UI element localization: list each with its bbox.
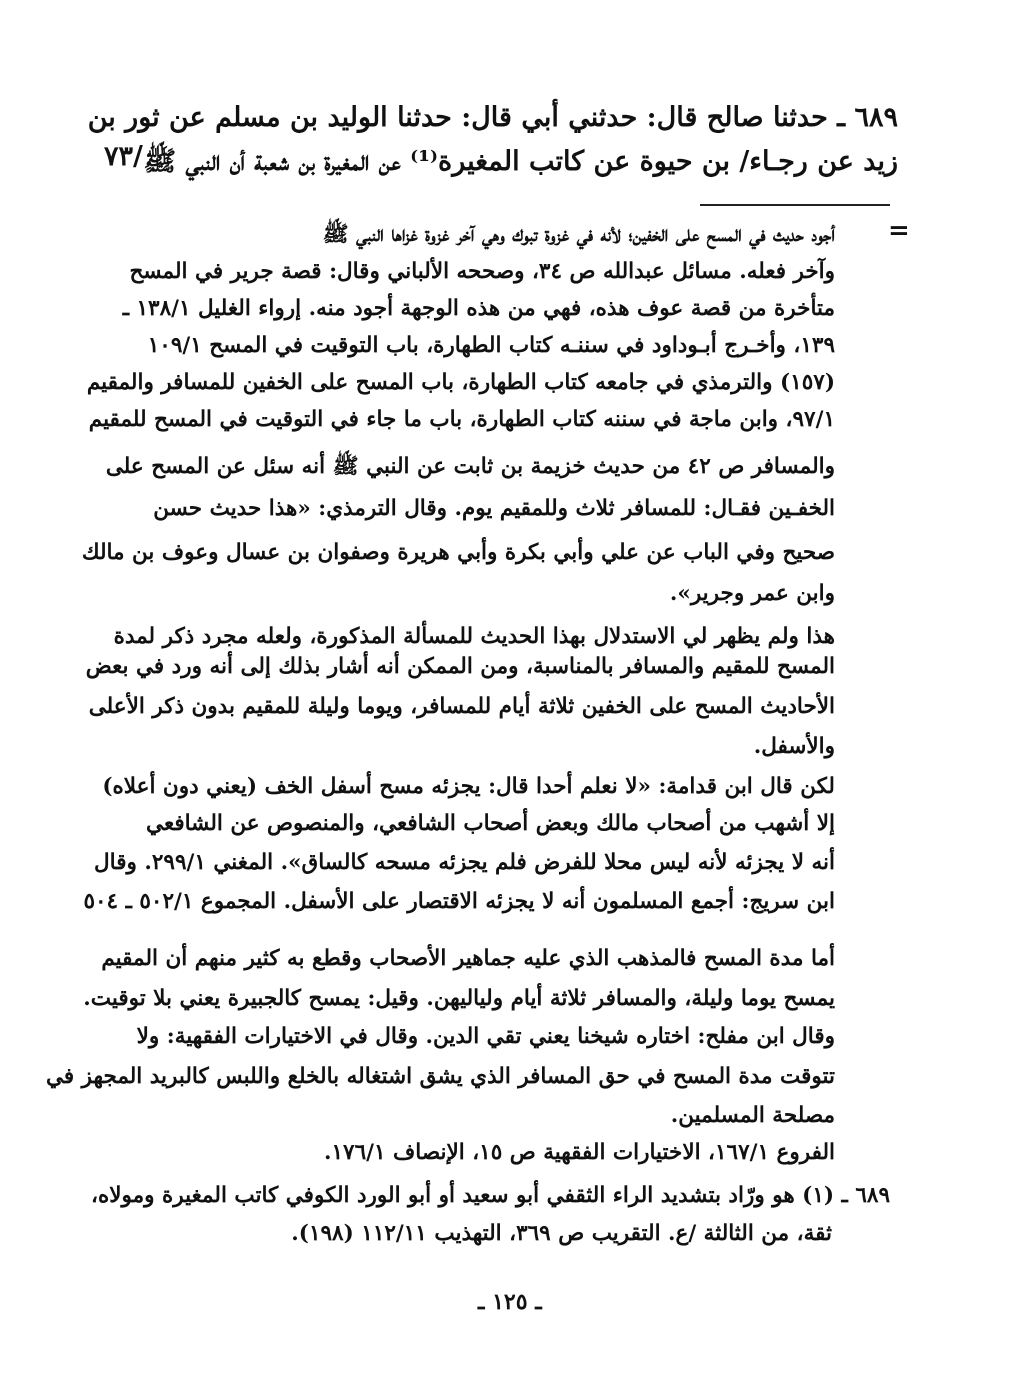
note-line-2: وآخر فعله. مسائل عبدالله ص ٣٤، وصححه الألباني وقال: قصة جرير في المسح <box>129 259 835 284</box>
note-line-9: صحيح وفي الباب عن علي وأبي بكرة وأبي هريرة وصفوان بن عسال وعوف بن مالك <box>81 540 835 565</box>
note-line-4: ١٣٩، وأخـرج أبـوداود في سننـه كتاب الطهارة، باب التوقيت في المسح ١٠٩/١ <box>147 333 835 358</box>
note-line-6: ٩٧/١، وابن ماجة في سننه كتاب الطهارة، باب ما جاء في التوقيت في المسح للمقيم <box>88 407 835 432</box>
main-text-line-1: ٦٨٩ ـ حدثنا صالح قال: حدثني أبي قال: حدثنا الوليد بن مسلم عن ثور بن <box>87 102 898 133</box>
note-line-7: والمسافر ص ٤٢ من حديث خزيمة بن ثابت عن النبي ﷺ أنه سئل عن المسح على <box>105 454 835 479</box>
note-line-20: يمسح يوما وليلة، والمسافر ثلاثة أيام ولياليهن. وقيل: يمسح كالجبيرة يعني بلا توقيت. <box>83 986 835 1011</box>
note-line-13: الأحاديث المسح على الخفين ثلاثة أيام للمسافر، ويوما وليلة للمقيم بدون ذكر الأعلى <box>88 694 835 719</box>
footnote-689-line-1: ٦٨٩ ـ (١) هو ورّاد بتشديد الراء الثقفي أبو سعيد أو أبو الورد الكوفي كاتب المغيرة ومولاه، <box>91 1183 890 1208</box>
note-line-23: مصلحة المسلمين. <box>670 1103 835 1128</box>
note-line-18: ابن سريج: أجمع المسلمون أنه لا يجزئه الاقتصار على الأسفل. المجموع ٥٠٢/١ ـ ٥٠٤ <box>83 889 835 914</box>
note-line-3: متأخرة من قصة عوف هذه، فهي من هذه الوجهة أجود منه. إرواء الغليل ١٣٨/١ ـ <box>122 296 835 321</box>
footnote-separator <box>700 204 890 206</box>
note-line-16: إلا أشهب من أصحاب مالك وبعض أصحاب الشافعي، والمنصوص عن الشافعي <box>146 811 835 836</box>
note-line-19: أما مدة المسح فالمذهب الذي عليه جماهير الأصحاب وقطع به كثير منهم أن المقيم <box>101 946 835 971</box>
footnote-689-line-2: ثقة، من الثالثة /ع. التقريب ص ٣٦٩، التهذيب ١١٢/١١ (١٩٨). <box>291 1221 832 1246</box>
note-line-15: لكن قال ابن قدامة: «لا نعلم أحدا قال: يجزئه مسح أسفل الخف (يعني دون أعلاه) <box>102 774 835 799</box>
note-line-10: وابن عمر وجرير». <box>669 581 835 606</box>
note-line-8: الخفـين فقـال: للمسافر ثلاث وللمقيم يوم. وقال الترمذي: «هذا حديث حسن <box>153 496 835 521</box>
note-line-17: أنه لا يجزئه لأنه ليس محلا للفرض فلم يجزئه مسحه كالساق». المغني ٢٩٩/١. وقال <box>94 850 835 875</box>
note-line-5: (١٥٧) والترمذي في جامعه كتاب الطهارة، باب المسح على الخفين للمسافر والمقيم <box>86 370 835 395</box>
footnote-continuation-marker: = <box>888 216 910 246</box>
note-line-1: أجود حديث في المسح على الخفين؛ لأنه في غزوة تبوك وهي آخر غزوة غزاها النبي ﷺ <box>322 222 835 247</box>
main-text-line-2: زيد عن رجـاء/ بن حيوة عن كاتب المغيرة⁽¹⁾ عن المغيرة بن شعبة أن النبي ﷺ <box>143 146 898 177</box>
note-line-24: الفروع ١٦٧/١، الاختيارات الفقهية ص ١٥، الإنصاف ١٧٦/١. <box>323 1140 835 1165</box>
note-line-22: تتوقت مدة المسح في حق المسافر الذي يشق اشتغاله بالخلع واللبس كالبريد المجهز في <box>45 1064 835 1089</box>
margin-page-marker: /٧٣ <box>104 141 143 172</box>
note-line-11: هذا ولم يظهر لي الاستدلال بهذا الحديث للمسألة المذكورة، ولعله مجرد ذكر لمدة <box>113 624 835 649</box>
note-line-12: المسح للمقيم والمسافر بالمناسبة، ومن الممكن أنه أشار بذلك إلى أنه ورد في بعض <box>85 654 835 679</box>
note-line-21: وقال ابن مفلح: اختاره شيخنا يعني تقي الدين. وقال في الاختيارات الفقهية: ولا <box>136 1024 835 1049</box>
page-number: ـ ١٢٥ ـ <box>478 1289 542 1315</box>
note-line-14: والأسفل. <box>753 734 835 759</box>
